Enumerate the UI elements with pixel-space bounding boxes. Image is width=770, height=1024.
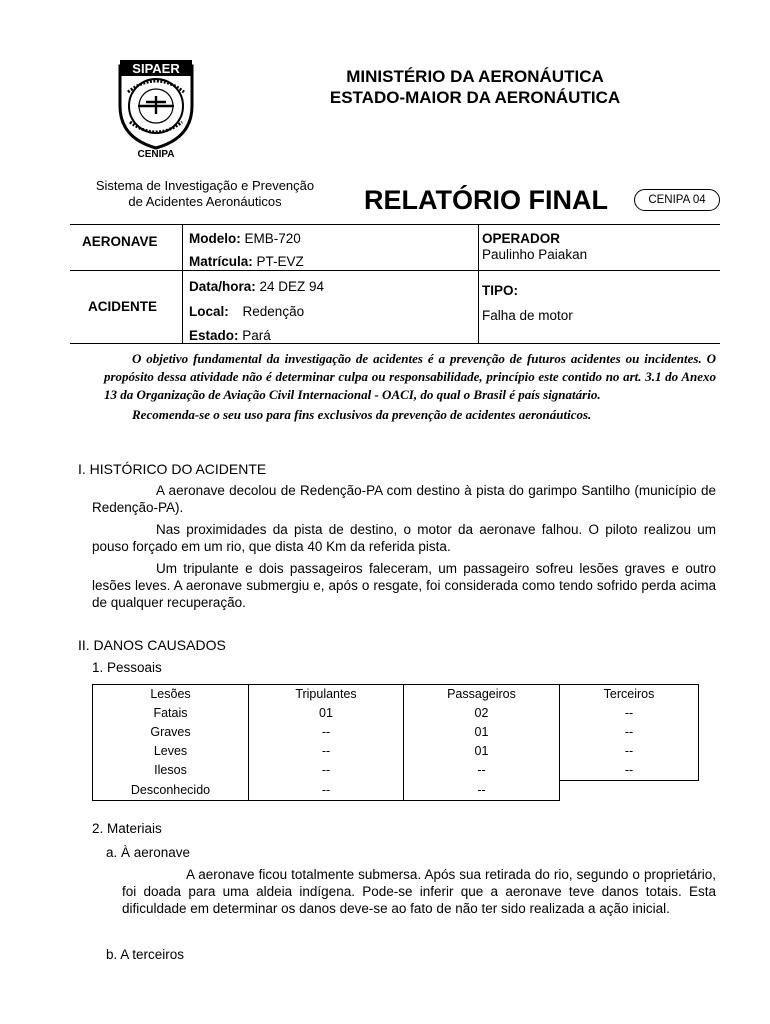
sipaer-seal-logo [114, 56, 198, 160]
historico-paragraph-3: Um tripulante e dois passageiros faleceram, um passageiro sofreu lesões graves e outro lesões leves. A aeronave submergiu e, após o resgate, foi considerada como tendo sofrido perda acima de qualquer recuperação. [92, 561, 716, 610]
table-cell [560, 781, 699, 801]
table-header-lesoes: Lesões [93, 685, 249, 705]
injuries-table [92, 684, 699, 801]
table-header-terceiros: Terceiros [560, 685, 699, 705]
materiais-heading: 2. Materiais [92, 821, 162, 836]
table-cell: Leves [93, 742, 249, 761]
table-cell: -- [560, 761, 699, 781]
aeronave-label: AERONAVE [82, 234, 158, 249]
table-cell: -- [560, 704, 699, 723]
matricula-row [189, 253, 304, 270]
ministry-heading [270, 66, 680, 108]
notice-recommendation: Recomenda-se o seu uso para fins exclusivos da prevenção de acidentes aeronáuticos. [132, 407, 592, 422]
ministry-line-2: ESTADO-MAIOR DA AERONÁUTICA [329, 88, 621, 107]
datahora-label: Data/hora: [189, 279, 256, 294]
table-row [93, 723, 699, 742]
table-cell: -- [249, 761, 404, 781]
notice-paragraph: O objetivo fundamental da investigação de acidentes é a prevenção de futuros acidentes ou incidentes. O propósito dessa atividade não é determinar culpa ou responsabilidade, princípio este contido no art. 3.1 do Anexo 13 da Organização de Aviação Civil Internacional - OACI, do qual o Brasil é país signatário. [104, 351, 716, 402]
system-name [70, 178, 340, 210]
table-header-row [93, 685, 699, 705]
table-cell: Ilesos [93, 761, 249, 781]
historico-paragraph-2: Nas proximidades da pista de destino, o motor da aeronave falhou. O piloto realizou um pouso forçado em um rio, que dista 40 Km da referida pista. [92, 522, 716, 554]
seal-top-text: SIPAER [132, 61, 180, 76]
info-table-top-rule [70, 224, 720, 225]
aeronave-damage-heading: a. À aeronave [106, 845, 191, 860]
table-cell: 01 [404, 723, 560, 742]
table-row [93, 761, 699, 781]
table-row [93, 781, 699, 801]
acidente-label: ACIDENTE [88, 299, 158, 314]
aeronave-damage-text: A aeronave ficou totalmente submersa. Após sua retirada do rio, segundo o proprietário, foi doada para uma aldeia indígena. Pode-se inferir que a aeronave teve danos totais. Esta dificuldade em determinar os danos deve-se ao fato de não ter sido realizada a ação inicial. [122, 867, 716, 916]
table-cell: Graves [93, 723, 249, 742]
tipo-value: Falha de motor [482, 308, 573, 323]
operador-label: OPERADOR [482, 231, 561, 246]
report-code-badge: CENIPA 04 [634, 189, 720, 211]
table-cell: Desconhecido [93, 781, 249, 801]
ministry-line-1: MINISTÉRIO DA AERONÁUTICA [346, 67, 604, 86]
info-table-bottom-rule [70, 343, 720, 344]
table-cell: -- [404, 761, 560, 781]
operador-value: Paulinho Paiakan [482, 247, 588, 262]
table-cell: -- [560, 742, 699, 761]
modelo-value: EMB-720 [244, 231, 301, 246]
pessoais-heading: 1. Pessoais [92, 660, 162, 675]
table-cell: 01 [249, 704, 404, 723]
table-cell: 02 [404, 704, 560, 723]
table-cell: -- [404, 781, 560, 801]
info-table-divider-right [478, 224, 479, 343]
table-cell: -- [249, 723, 404, 742]
terceiros-damage-heading: b. A terceiros [106, 947, 185, 962]
table-cell: -- [560, 723, 699, 742]
modelo-row [189, 230, 301, 247]
modelo-label: Modelo: [189, 231, 241, 246]
table-cell: 01 [404, 742, 560, 761]
table-cell: Fatais [93, 704, 249, 723]
tipo-label: TIPO: [482, 283, 518, 298]
datahora-value: 24 DEZ 94 [259, 279, 325, 294]
table-header-tripulantes: Tripulantes [249, 685, 404, 705]
historico-body [92, 482, 716, 616]
table-cell: -- [249, 742, 404, 761]
matricula-label: Matrícula: [189, 254, 253, 269]
local-label: Local: [189, 304, 229, 319]
system-line-1: Sistema de Investigação e Prevenção [95, 178, 315, 193]
danos-heading: II. DANOS CAUSADOS [78, 637, 226, 653]
historico-paragraph-1: A aeronave decolou de Redenção-PA com destino à pista do garimpo Santilho (município de Redenção-PA). [92, 483, 716, 515]
datahora-row [189, 278, 324, 295]
system-line-2: de Acidentes Aeronáuticos [128, 194, 282, 209]
historico-heading: I. HISTÓRICO DO ACIDENTE [78, 461, 267, 477]
table-header-passageiros: Passageiros [404, 685, 560, 705]
table-row [93, 742, 699, 761]
local-value: Redenção [242, 304, 305, 319]
matricula-value: PT-EVZ [256, 254, 304, 269]
local-row [189, 303, 304, 320]
estado-row [189, 327, 271, 344]
table-cell: -- [249, 781, 404, 801]
info-table-mid-rule [70, 270, 720, 271]
estado-label: Estado: [189, 328, 239, 343]
report-title: RELATÓRIO FINAL [364, 185, 608, 215]
table-row [93, 704, 699, 723]
estado-value: Pará [242, 328, 271, 343]
investigation-notice [104, 350, 716, 424]
aeronave-damage-body [122, 866, 716, 922]
seal-bottom-text: CENIPA [137, 149, 175, 160]
info-table-divider-left [182, 224, 183, 343]
